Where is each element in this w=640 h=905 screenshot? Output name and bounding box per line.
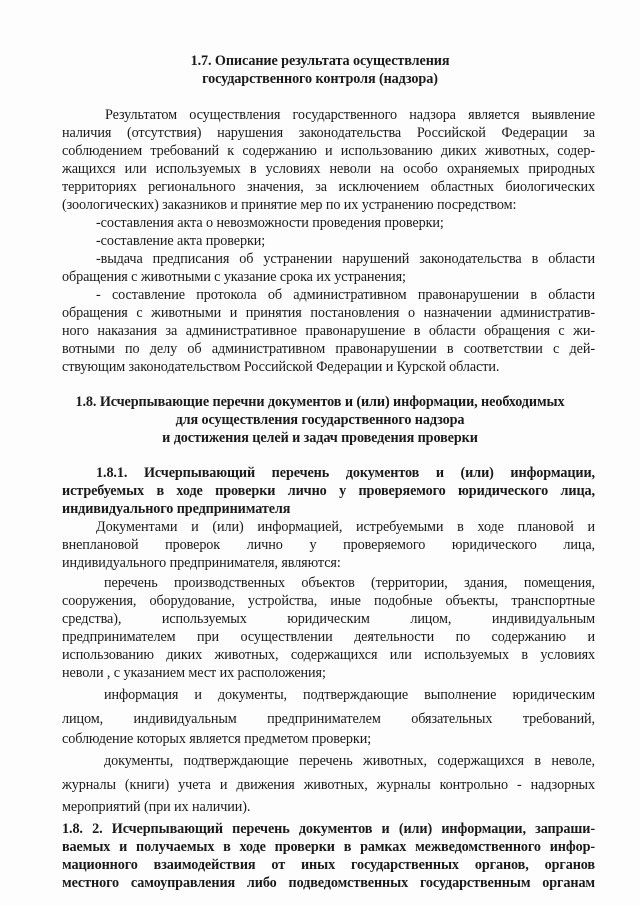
section-1-8-1-item-line: сооружения, оборудование, устройства, иные подобные объекты, транспортные <box>62 593 595 609</box>
section-1-7-item-line: ствующим законодательством Российской Федерации и Курской области. <box>62 359 500 375</box>
section-1-7-paragraph-line: Результатом осуществления государственного надзора является выявление <box>105 107 595 123</box>
section-1-8-heading-line: для осуществления государственного надзора <box>175 412 465 428</box>
section-1-8-1-item-line: неволи , с указанием мест их расположения; <box>62 665 326 681</box>
section-1-7-item-line: -составление акта проверки; <box>96 233 266 249</box>
section-1-8-1-intro-line: индивидуального предпринимателя, являются: <box>62 555 341 571</box>
section-1-8-1-item-line: соблюдение которых является предметом проверки; <box>62 731 372 747</box>
section-1-8-heading-line: и достижения целей и задач проведения проверки <box>162 430 478 446</box>
section-1-7-paragraph-line: соблюдением требований к содержанию и использованию диких животных, содер- <box>62 143 595 159</box>
section-1-8-1-item-line: средства), используемых юридическим лицом, индивидуальным <box>62 611 595 627</box>
section-1-7-paragraph-line: жащихся или используемых в условиях неволи на особо охраняемых природных <box>62 161 595 177</box>
section-1-8-1-item-line: мероприятий (при их наличии). <box>62 799 251 815</box>
section-1-8-1-heading-line: истребуемых в ходе проверки лично у проверяемого юридического лица, <box>62 483 595 499</box>
section-1-7-heading-line: государственного контроля (надзора) <box>202 71 438 87</box>
section-1-8-2-heading-line: местного самоуправления либо подведомственных государственным органам <box>62 875 595 891</box>
section-1-7-item-line: - составление протокола об административном правонарушении в области <box>96 287 595 303</box>
section-1-7-item-line: ного наказания за административное правонарушение в области обращения с жи- <box>62 323 595 339</box>
section-1-8-1-intro-line: Документами и (или) информацией, истребуемыми в ходе плановой и <box>96 519 595 535</box>
section-1-8-1-item-line: предпринимателем при осуществлении деятельности по содержанию и <box>62 629 595 645</box>
section-1-8-2-heading-line: ваемых и получаемых в ходе проверки в рамках межведомственного инфор- <box>62 839 595 855</box>
section-1-8-1-heading-line: 1.8.1. Исчерпывающий перечень документов и (или) информации, <box>96 465 595 481</box>
section-1-7-heading-line: 1.7. Описание результата осуществления <box>190 53 450 69</box>
section-1-8-1-item-line: лицом, индивидуальным предпринимателем обязательных требований, <box>62 711 595 727</box>
section-1-8-1-item-line: информация и документы, подтверждающие выполнение юридическим <box>104 687 595 703</box>
section-1-7-item-line: обращения с животными с указание срока их устранения; <box>62 269 406 285</box>
section-1-7-paragraph-line: территориях регионального значения, за исключением областных биологических <box>62 179 595 195</box>
section-1-8-1-item-line: журналы (книги) учета и движения животных, журналы контрольно - надзорных <box>62 777 595 793</box>
section-1-8-heading-line: 1.8. Исчерпывающие перечни документов и (или) информации, необходимых <box>75 394 565 410</box>
section-1-8-2-heading-line: 1.8. 2. Исчерпывающий перечень документов и (или) информации, запраши- <box>62 821 595 837</box>
section-1-7-item-line: обращения с животными и принятия постановления о назначении административ- <box>62 305 595 321</box>
section-1-7-item-line: вотными по делу об административном правонарушении в соответствии с дей- <box>62 341 595 357</box>
section-1-7-paragraph-line: (зоологических) заказников и принятие мер по их устранению посредством: <box>62 197 517 213</box>
section-1-8-1-intro-line: внеплановой проверок лично у проверяемого юридического лица, <box>62 537 595 553</box>
section-1-8-1-item-line: перечень производственных объектов (территории, здания, помещения, <box>104 575 595 591</box>
section-1-7-item-line: -выдача предписания об устранении нарушений законодательства в области <box>96 251 595 267</box>
section-1-8-1-item-line: использованию диких животных, содержащихся или используемых в условиях <box>62 647 595 663</box>
section-1-8-1-heading-line: индивидуального предпринимателя <box>62 501 291 517</box>
section-1-7-item-line: -составления акта о невозможности проведения проверки; <box>96 215 444 231</box>
section-1-7-paragraph-line: наличия (отсутствия) нарушения законодательства Российской Федерации за <box>62 125 595 141</box>
section-1-8-2-heading-line: мационного взаимодействия от иных государственных органов, органов <box>62 857 595 873</box>
section-1-8-1-item-line: документы, подтверждающие перечень животных, содержащихся в неволе, <box>104 753 595 769</box>
